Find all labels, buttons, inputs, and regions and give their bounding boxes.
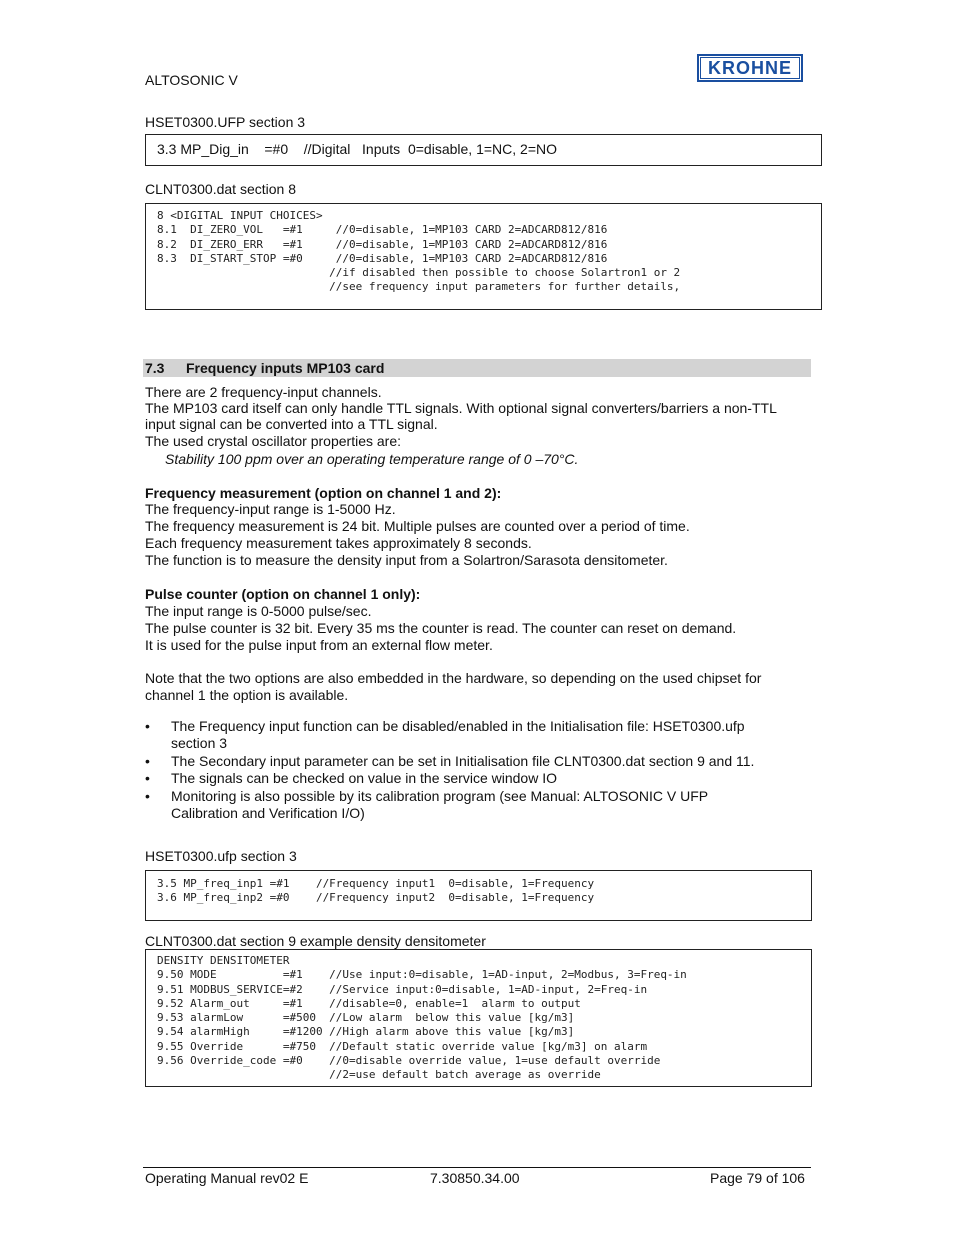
freq-line-1: The frequency-input range is 1-5000 Hz. xyxy=(145,501,396,517)
bullet-4-line-2: Calibration and Verification I/O) xyxy=(171,805,365,821)
pulse-heading: Pulse counter (option on channel 1 only): xyxy=(145,586,421,602)
bullet-2: The Secondary input parameter can be set in Initialisation file CLNT0300.dat section 9 and 11. xyxy=(171,753,755,769)
bullet-marker: • xyxy=(145,770,150,786)
code-line: 9.51 MODBUS_SERVICE=#2 //Service input:0=disable, 1=AD-input, 2=Freq-in xyxy=(157,982,648,996)
footer-page-number: Page 79 of 106 xyxy=(710,1170,805,1186)
bullet-marker: • xyxy=(145,788,150,804)
hset-ufp-code-box xyxy=(145,870,812,921)
clnt9-code-box xyxy=(145,949,812,1087)
code-line: DENSITY DENSITOMETER xyxy=(157,954,290,967)
code-line: //2=use default batch average as override xyxy=(157,1068,601,1082)
clnt8-code-box xyxy=(145,203,822,310)
hset-ufp-caption: HSET0300.ufp section 3 xyxy=(145,848,297,864)
freq-line-3: Each frequency measurement takes approximately 8 seconds. xyxy=(145,535,532,551)
bullet-marker: • xyxy=(145,718,150,734)
code-line: 8.2 DI_ZERO_ERR =#1 //0=disable, 1=MP103 CARD 2=ADCARD812/816 xyxy=(157,237,608,251)
logo-text: KROHNE xyxy=(700,57,800,79)
code-line: 9.50 MODE =#1 //Use input:0=disable, 1=AD-input, 2=Modbus, 3=Freq-in xyxy=(157,968,687,982)
code-line: 3.5 MP_freq_inp1 =#1 //Frequency input1 0=disable, 1=Frequency xyxy=(157,877,595,890)
note-line-1: Note that the two options are also embedded in the hardware, so depending on the used chipset for xyxy=(145,670,762,686)
intro-p4: The used crystal oscillator properties are: xyxy=(145,433,401,449)
code-line: 9.55 Override =#750 //Default static override value [kg/m3] on alarm xyxy=(157,1039,648,1053)
bullet-3: The signals can be checked on value in the service window IO xyxy=(171,770,557,786)
code-line: 8.3 DI_START_STOP =#0 //0=disable, 1=MP103 CARD 2=ADCARD812/816 xyxy=(157,251,608,265)
section-title: Frequency inputs MP103 card xyxy=(186,360,385,376)
note-line-2: channel 1 the option is available. xyxy=(145,687,349,703)
freq-heading: Frequency measurement (option on channel 1 and 2): xyxy=(145,485,502,501)
clnt8-caption: CLNT0300.dat section 8 xyxy=(145,181,296,197)
code-line: 9.52 Alarm_out =#1 //disable=0, enable=1 alarm to output xyxy=(157,996,581,1010)
code-line: 8.1 DI_ZERO_VOL =#1 //0=disable, 1=MP103 CARD 2=ADCARD812/816 xyxy=(157,223,608,237)
pulse-line-2: The pulse counter is 32 bit. Every 35 ms the counter is read. The counter can reset on demand. xyxy=(145,620,737,636)
intro-p3: input signal can be converted into a TTL signal. xyxy=(145,416,438,432)
footer-doc-number: 7.30850.34.00 xyxy=(430,1170,520,1186)
clnt9-caption: CLNT0300.dat section 9 example density densitometer xyxy=(145,933,486,949)
bullet-4-line-1: Monitoring is also possible by its calibration program (see Manual: ALTOSONIC V UFP xyxy=(171,788,709,804)
freq-line-4: The function is to measure the density input from a Solartron/Sarasota densitometer. xyxy=(145,552,668,568)
code-line: 9.56 Override_code =#0 //0=disable override value, 1=use default override xyxy=(157,1054,661,1068)
krohne-logo xyxy=(697,54,803,82)
code-line: 9.54 alarmHigh =#1200 //High alarm above this value [kg/m3] xyxy=(157,1025,575,1039)
bullet-1-line-1: The Frequency input function can be disabled/enabled in the Initialisation file: HSET0300.ufp xyxy=(171,718,745,734)
hset-caption: HSET0300.UFP section 3 xyxy=(145,114,306,130)
footer-divider xyxy=(143,1167,811,1168)
intro-p2: The MP103 card itself can only handle TTL signals. With optional signal converters/barriers a non-TTL xyxy=(145,400,777,416)
section-number: 7.3 xyxy=(145,360,165,376)
code-line: //if disabled then possible to choose Solartron1 or 2 xyxy=(157,266,681,280)
intro-p1: There are 2 frequency-input channels. xyxy=(145,384,382,400)
hset-line: 3.3 MP_Dig_in =#0 //Digital Inputs 0=disable, 1=NC, 2=NO xyxy=(157,141,557,157)
bullet-marker: • xyxy=(145,753,150,769)
code-line: 9.53 alarmLow =#500 //Low alarm below this value [kg/m3] xyxy=(157,1011,575,1025)
pulse-line-1: The input range is 0-5000 pulse/sec. xyxy=(145,603,372,619)
hset-box xyxy=(145,134,822,166)
code-line: 3.6 MP_freq_inp2 =#0 //Frequency input2 0=disable, 1=Frequency xyxy=(157,891,595,905)
code-line: 8 <DIGITAL INPUT CHOICES> xyxy=(157,209,323,222)
clnt9-code xyxy=(157,954,687,1083)
code-line: //see frequency input parameters for further details, xyxy=(157,280,681,294)
intro-stability: Stability 100 ppm over an operating temperature range of 0 –70°C. xyxy=(165,451,579,467)
bullet-1-line-2: section 3 xyxy=(171,735,228,751)
pulse-line-3: It is used for the pulse input from an external flow meter. xyxy=(145,637,493,653)
freq-line-2: The frequency measurement is 24 bit. Multiple pulses are counted over a period of time. xyxy=(145,518,690,534)
document-header-product: ALTOSONIC V xyxy=(145,72,238,88)
clnt8-code xyxy=(157,209,680,295)
footer-manual: Operating Manual rev02 E xyxy=(145,1170,309,1186)
hset-ufp-code xyxy=(157,877,594,906)
